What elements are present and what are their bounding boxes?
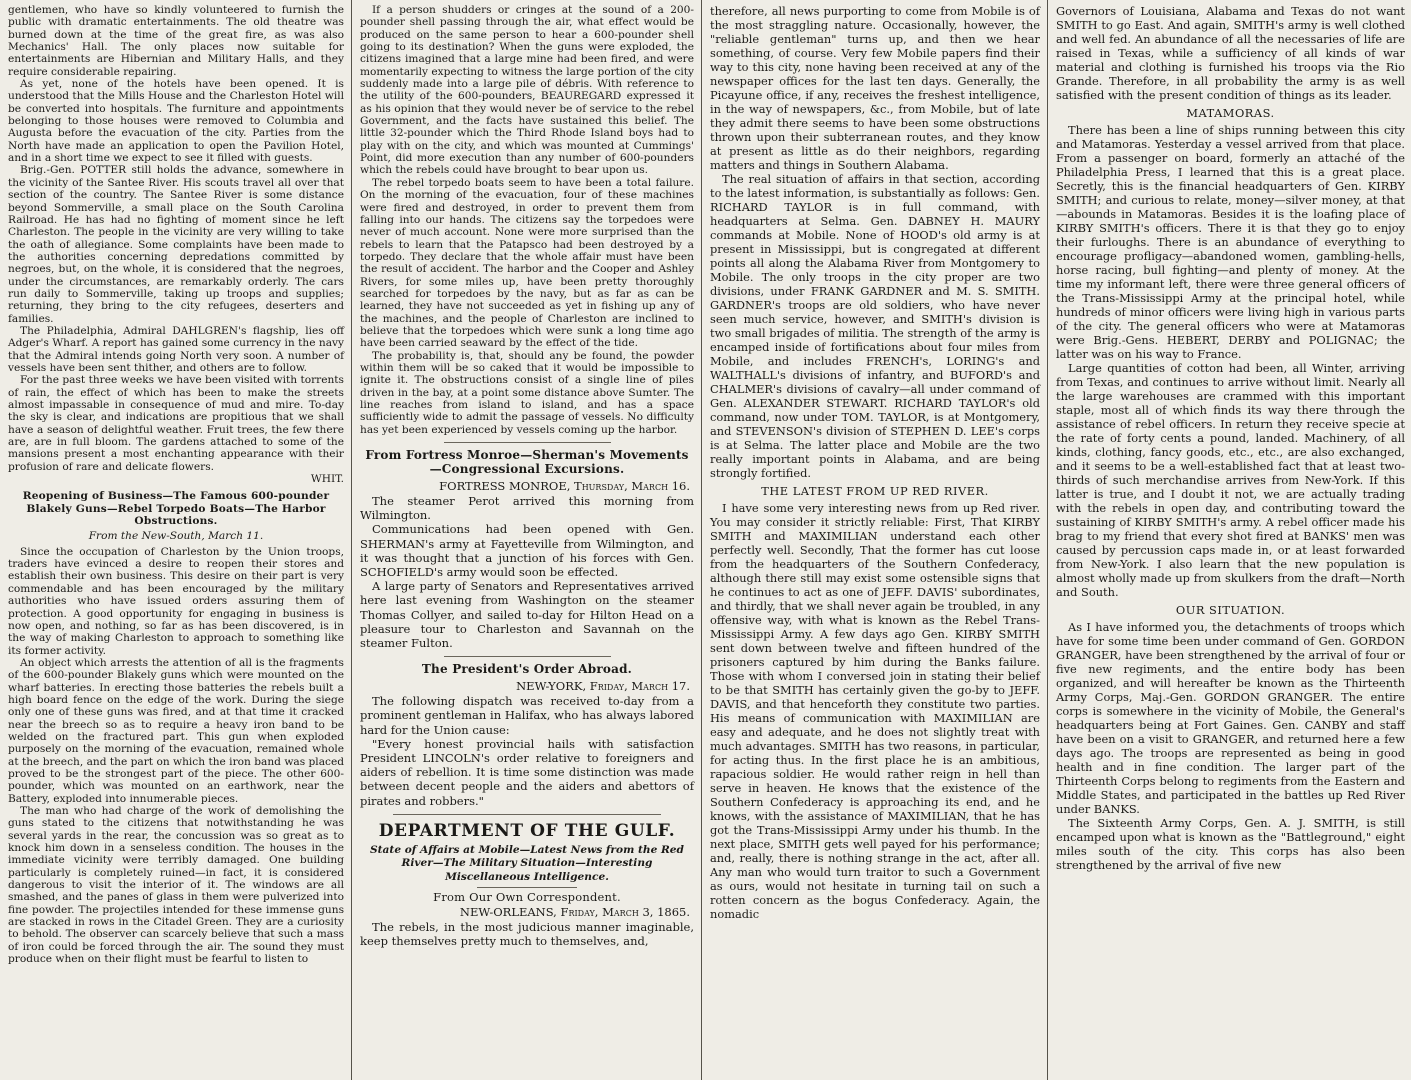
divider — [444, 656, 611, 657]
paragraph: The Philadelphia, Admiral DAHLGREN's flagship, lies off Adger's Wharf. A report has gained some currency in the navy that the Admiral intends going North very soon. A number of vessels have been sent thither, and others are to follow. — [8, 324, 344, 374]
byline: From Our Own Correspondent. — [433, 890, 621, 905]
paragraph: The Sixteenth Army Corps, Gen. A. J. SMITH, is still encamped upon what is known as the "Battleground," eight miles south of the city. This corps has also been strengthened by the arrival of five new — [1056, 816, 1405, 872]
divider — [393, 814, 660, 815]
dateline: NEW-YORK, Friday, March 17. — [516, 679, 690, 694]
column-2 — [352, 0, 700, 1080]
paragraph: The rebel torpedo boats seem to have been a total failure. On the morning of the evacuation, four of these machines were fired and destroyed, in order to prevent them from falling into our hands. The citizens say the torpedoes were never of much account. None were more surprised than the rebels to learn that the Patapsco had been destroyed by a torpedo. They declare that the whole affair must have been the result of accident. The harbor and the Cooper and Ashley Rivers, for some miles up, have been pretty thoroughly searched for torpedoes by the navy, but as far as can be learned, they have not succeeded as yet in fishing up any of the machines, and the people of Charleston are inclined to believe that the torpedoes which were sunk a long time ago have been carried seaward by the effect of the tide. — [360, 176, 694, 350]
paragraph: Communications had been opened with Gen. SHERMAN's army at Fayetteville from Wilmington, and it was thought that a junction of his forces with Gen. SCHOFIELD's army would soon be effected. — [360, 522, 694, 580]
paragraph: Governors of Louisiana, Alabama and Texas do not want SMITH to go East. And again, SMITH's army is well clothed and well fed. An abundance of all the necessaries of life are raised in Texas, while a sufficiency of all kinds of war material and clothing is furnished his troops via the Rio Grande. Therefore, in all probability the army is as well satisfied with the present condition of things as its leader. — [1056, 4, 1405, 102]
dateline: NEW-ORLEANS, Friday, March 3, 1865. — [459, 904, 690, 919]
dateline: FORTRESS MONROE, Thursday, March 16. — [439, 479, 690, 494]
divider — [444, 442, 611, 443]
paragraph: There has been a line of ships running between this city and Matamoras. Yesterday a vessel arrived from that place. From a passenger on board, formerly an attaché of the Philadelphia Press, I learned that this is a great place. Secretly, this is the financial headquarters of Gen. KIRBY SMITH; and curious to relate, money—silver money, at that—abounds in Matamoras. Besides it is the loafing place of KIRBY SMITH's officers. There it is that they go to enjoy their furloughs. There is an abundance of everything to encourage profligacy—abandoned women, gambling-hells, horse racing, bull fighting—and plenty of money. At the time my informant left, there were three general officers of the Trans-Mississippi Army at the principal hotel, while hundreds of minor officers were living high in various parts of the city. The general officers who were at Matamoras were Brig.-Gens. HEBERT, DERBY and POLIGNAC; the latter was on his way to France. — [1056, 123, 1405, 361]
paragraph: Large quantities of cotton had been, all Winter, arriving from Texas, and continues to arrive without limit. Nearly all the large warehouses are crammed with this important staple, most all of which finds its way there through the assistance of rebel officers. In return they receive specie at the rate of forty cents a pound, landed. Machinery, of all kinds, clothing, fancy goods, etc., etc., are also exchanged, and it seems to be a well-established fact that at least two-thirds of such merchandise arrives from New-York. If this latter is true, and I doubt it not, we are actually trading with the rebels in open day, and contributing toward the sustaining of KIRBY SMITH's army. A rebel officer made his brag to my friend that every shot fired at BANKS' men was caused by percussion caps made in, or at least forwarded from New-York. I also learn that the new population is almost wholly made up from skulkers from the draft—North and South. — [1056, 361, 1405, 599]
section-banner: DEPARTMENT OF THE GULF. — [378, 820, 676, 841]
column-4 — [1048, 0, 1411, 1080]
article-source: From the New-South, March 11. — [88, 530, 264, 543]
paragraph: The man who had charge of the work of demolishing the guns stated to the citizens that notwithstanding he was several yards in the rear, the concussion was so great as to knock him down in a senseless condition. The houses in the immediate vicinity were terribly damaged. One building particularly is completely ruined—in fact, it is considered dangerous to visit the interior of it. The windows are all smashed, and the panes of glass in them were pulverized into fine powder. The projectiles intended for these immense guns are stacked in rows in the Citadel Green. They are a curiosity to behold. The observer can scarcely believe that such a mass of iron could be forced through the air. The sound they must produce when on their flight must be fearful to listen to — [8, 805, 344, 966]
section-heading: OUR SITUATION. — [1175, 603, 1286, 617]
paragraph: Since the occupation of Charleston by the Union troops, traders have evinced a desire to reopen their stores and establish their own business. This desire on their part is very commendable and has been encouraged by the military authorities who have issued orders assuring them of protection. A good opportunity for engaging in business is now open, and nothing, so far as has been discovered, is in the way of making Charleston to approach to something like its former activity. — [8, 545, 344, 657]
divider — [477, 887, 577, 888]
column-3 — [702, 0, 1046, 1080]
paragraph: The real situation of affairs in that section, according to the latest information, is substantially as follows: Gen. RICHARD TAYLOR is in full command, with headquarters at Selma. Gen. DABNEY H. MAURY commands at Mobile. None of HOOD's old army is at present in Mississippi, but is congregated at different points all along the Alabama River from Montgomery to Mobile. The only troops in the city proper are two divisions, under FRANK GARDNER and M. S. SMITH. GARDNER's troops are old soldiers, who have never seen much service, however, and SMITH's division is two small brigades of militia. The strength of the army is encamped inside of fortifications about four miles from Mobile, and includes FRENCH's, LORING's and WALTHALL's divisions of infantry, and BUFORD's and CHALMER's divisions of cavalry—all under command of Gen. ALEXANDER STEWART. RICHARD TAYLOR's old command, now under TOM. TAYLOR, is at Montgomery, and STEVENSON's division of STEPHEN D. LEE's corps is at Selma. The latter place and Mobile are the two really important points in Alabama, and are being strongly fortified. — [710, 172, 1040, 480]
paragraph: An object which arrests the attention of all is the fragments of the 600-pounder Blakely guns which were mounted on the wharf batteries. In erecting those batteries the rebels built a high board fence on the edge of the work. During the siege only one of these guns was fired, and at that time it cracked near the breech so as to require a heavy iron band to be welded on the fractured part. This gun when exploded purposely on the morning of the evacuation, remained whole at the breech, and the part on which the iron band was placed proved to be the strongest part of the piece. The other 600-pounder, which was mounted on an earthwork, near the Battery, exploded into innumerable pieces. — [8, 656, 344, 805]
article-headline: Reopening of Business—The Famous 600-pounder Blakely Guns—Rebel Torpedo Boats—The Harbor Obstructions. — [22, 490, 330, 528]
paragraph: The probability is, that, should any be found, the powder within them will be so caked that it would be impossible to ignite it. The obstructions consist of a single line of piles driven in the bay, at a point some distance above Sumter. The line reaches from island to island, and has a space sufficiently wide to admit the passage of vessels. No difficulty has yet been experienced by vessels coming up the harbor. — [360, 349, 694, 436]
paragraph: Brig.-Gen. POTTER still holds the advance, somewhere in the vicinity of the Santee River. His scouts travel all over that section of the country. The Santee River is some distance beyond Sommerville, a small place on the South Carolina Railroad. He has had no fighting of moment since he left Charleston. The people in the vicinity are very willing to take the oath of allegiance. Some complaints have been made to the authorities concerning depredations committed by negroes, but, on the whole, it is considered that the negroes, under the circumstances, are remarkably orderly. The cars run daily to Sommerville, taking up troops and supplies; returning, they bring to the city refugees, deserters and families. — [8, 164, 344, 325]
paragraph: The following dispatch was received to-day from a prominent gentleman in Halifax, who has always labored hard for the Union cause: — [360, 694, 694, 737]
section-heading: MATAMORAS. — [1186, 106, 1275, 120]
paragraph: The rebels, in the most judicious manner imaginable, keep themselves pretty much to themselves, and, — [360, 919, 694, 948]
paragraph: gentlemen, who have so kindly volunteered to furnish the public with dramatic entertainments. The old theatre was burned down at the time of the great fire, as was also Mechanics' Hall. The only places now suitable for entertainments are Hibernian and Military Halls, and they require considerable repairing. — [8, 4, 344, 78]
section-heading: THE LATEST FROM UP RED RIVER. — [761, 484, 989, 498]
paragraph: A large party of Senators and Representatives arrived here last evening from Washington on the steamer Thomas Collyer, and sailed to-day for Hilton Head on a pleasure tour to Charleston and Savannah on the steamer Fulton. — [360, 579, 694, 651]
paragraph: For the past three weeks we have been visited with torrents of rain, the effect of which has been to make the streets almost impassable in consequence of mud and mire. To-day the sky is clear, and indications are propitious that we shall have a season of delightful weather. Fruit trees, the few there are, are in full bloom. The gardens attached to some of the mansions present a most enchanting appearance with their profusion of rare and delicate flowers. — [8, 374, 344, 473]
article-headline: From Fortress Monroe—Sherman's Movements—Congressional Excursions. — [365, 448, 689, 477]
paragraph: The steamer Perot arrived this morning from Wilmington. — [360, 494, 694, 523]
signature: WHIT. — [310, 473, 344, 486]
paragraph: As I have informed you, the detachments of troops which have for some time been under command of Gen. GORDON GRANGER, have been strengthened by the arrival of four or five new regiments, and the entire body has been organized, and will hereafter be known as the Thirteenth Army Corps, Maj.-Gen. GORDON GRANGER. The entire corps is somewhere in the vicinity of Mobile, the General's headquarters being at Fort Gaines. Gen. CANBY and staff have been on a visit to GRANGER, and returned here a few days ago. The troops are represented as being in good health and in fine condition. The larger part of the Thirteenth Corps belong to regiments from the Eastern and Middle States, and participated in the battles up Red River under BANKS. — [1056, 620, 1405, 816]
article-deck: State of Affairs at Mobile—Latest News from the Red River—The Military Situation—Interesting Miscellaneous Intelligence. — [370, 843, 684, 883]
paragraph: therefore, all news purporting to come from Mobile is of the most straggling nature. Occasionally, however, the "reliable gentleman" turns up, and then we hear something, of course. Very few Mobile papers find their way to this city, none having been received at any of the newspaper offices for the last ten days. Generally, the Picayune office, if any, receives the freshest intelligence, in the way of newspapers, &c., from Mobile, but of late they admit there seems to have been some obstructions thrown upon their subterranean routes, and they know at present as little as do their neighbors, regarding matters and things in Southern Alabama. — [710, 4, 1040, 172]
paragraph: I have some very interesting news from up Red river. You may consider it strictly reliable: First, That KIRBY SMITH and MAXIMILIAN understand each other perfectly well. Secondly, That the former has cut loose from the headquarters of the Southern Confederacy, although there still may exist some ostensible signs that he continues to act as one of JEFF. DAVIS' subordinates, and thirdly, that we shall never again be troubled, in any offensive way, with what is known as the Rebel Trans-Mississippi Army. A few days ago Gen. KIRBY SMITH sent down between twelve and fifteen hundred of the prisoners captured by him during the Banks failure. Those with whom I conversed join in stating their belief to be that SMITH has certainly given the go-by to JEFF. DAVIS, and that henceforth they constitute two parties. His means of communication with MAXIMILIAN are easy and adequate, and he does not slightly treat with much advantages. SMITH has two reasons, in particular, for acting thus. In the first place he is an ambitious, rapacious soldier. He would rather reign in hell than serve in heaven. He knows that the existence of the Southern Confederacy is approaching its end, and he knows, with the assistance of MAXIMILIAN, that he has got the Trans-Mississippi Army under his thumb. In the next place, SMITH gets well payed for his performance; and, really, there is nothing strange in the act, after all. Any man who would turn traitor to such a Government as ours, would not hesitate in turning tail on such a rotten concern as the bogus Confederacy. Again, the nomadic — [710, 501, 1040, 921]
column-1 — [0, 0, 350, 1080]
quoted-dispatch: "Every honest provincial hails with satisfaction President LINCOLN's order relative to foreigners and aiders of rebellion. It is time some distinction was made between decent people and the aiders and abettors of pirates and robbers." — [360, 736, 694, 808]
article-headline: The President's Order Abroad. — [421, 662, 633, 677]
paragraph: As yet, none of the hotels have been opened. It is understood that the Mills House and the Charleston Hotel will be converted into hospitals. The furniture and appointments belonging to those houses were removed to Columbia and Augusta before the evacuation of the city. Parties from the North have made an application to open the Pavilion Hotel, and in a short time we expect to see it filled with guests. — [8, 78, 344, 165]
paragraph: If a person shudders or cringes at the sound of a 200-pounder shell passing through the air, what effect would be produced on the same person to hear a 600-pounder shell going to its destination? When the guns were exploded, the citizens imagined that a large mine had been fired, and were momentarily expecting to witness the large portion of the city suddenly made into a large pile of débris. With reference to the utility of the 600-pounders, BEAUREGARD expressed it as his opinion that they would never be of service to the rebel Government, and the facts have sustained this belief. The little 32-pounder which the Third Rhode Island boys had to play with on the city, and which was mounted at Cummings' Point, did more execution than any number of 600-pounders which the rebels could have brought to bear upon us. — [360, 4, 694, 177]
